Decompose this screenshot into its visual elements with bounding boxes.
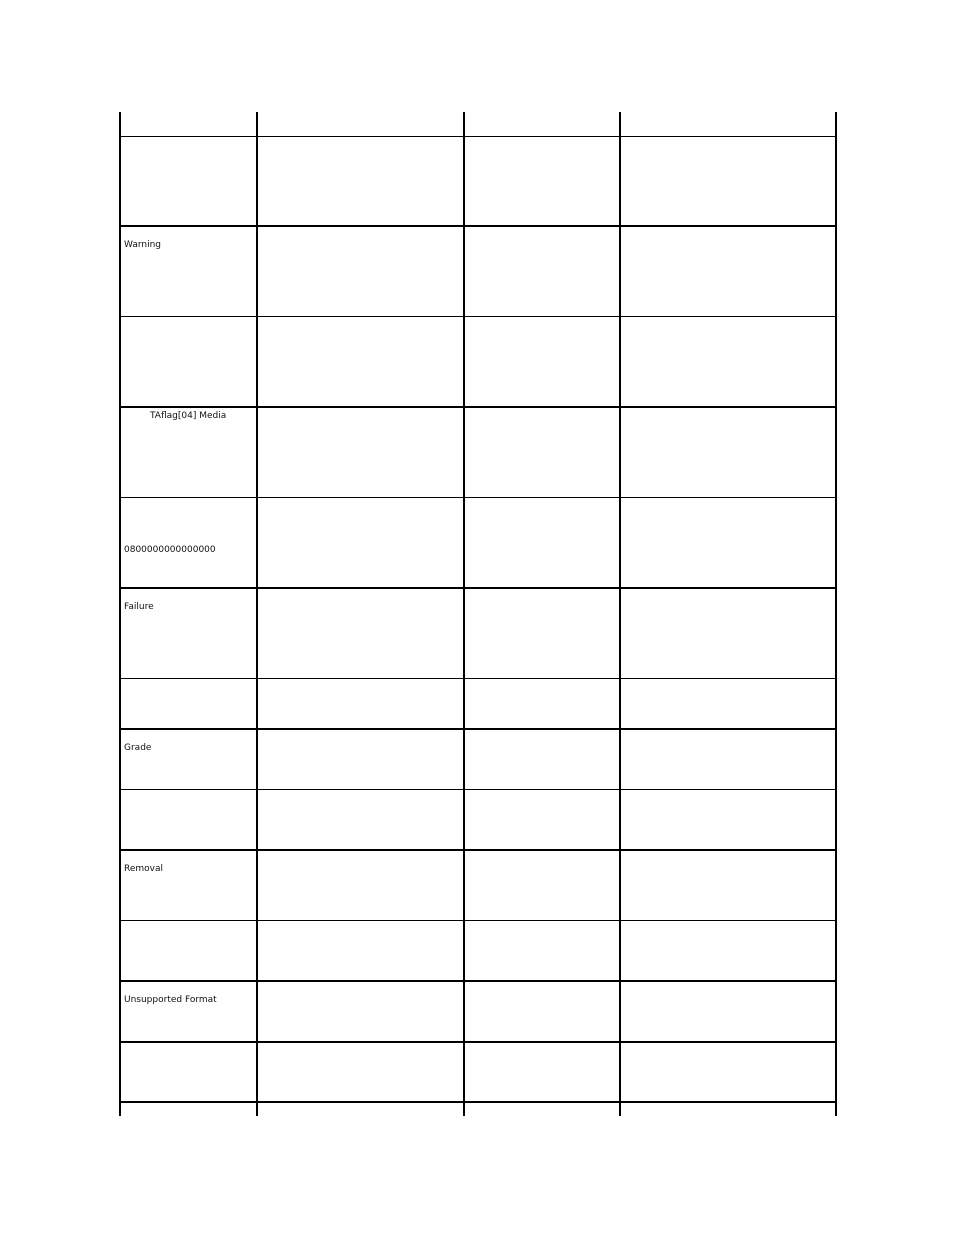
table-cell xyxy=(620,981,836,1042)
table-row xyxy=(120,1042,836,1102)
table-cell xyxy=(464,1102,620,1116)
table-cell xyxy=(620,1102,836,1116)
table-row xyxy=(120,497,836,588)
table-cell xyxy=(120,850,257,920)
table-cell xyxy=(620,1042,836,1102)
media-flag-label: TAflag[04] Media xyxy=(150,411,227,421)
table-cell xyxy=(257,407,464,497)
table-cell xyxy=(620,136,836,226)
table-cell xyxy=(464,1042,620,1102)
table-cell xyxy=(620,316,836,407)
table-cell xyxy=(257,1042,464,1102)
table-cell xyxy=(620,850,836,920)
table-cell xyxy=(464,850,620,920)
table-cell xyxy=(620,678,836,729)
table-row xyxy=(120,981,836,1042)
table-cell xyxy=(120,407,257,497)
table-cell xyxy=(464,226,620,316)
table-cell xyxy=(120,588,257,678)
table-cell xyxy=(120,729,257,789)
table-row xyxy=(120,729,836,789)
removal-label: Removal xyxy=(124,864,164,874)
table-cell xyxy=(620,588,836,678)
warning-label: Warning xyxy=(124,240,162,250)
table-cell xyxy=(464,407,620,497)
table-cell xyxy=(257,588,464,678)
failure-label: Failure xyxy=(124,602,154,612)
table-cell xyxy=(257,920,464,981)
table-cell xyxy=(120,678,257,729)
table-cell xyxy=(257,136,464,226)
table-cell xyxy=(464,497,620,588)
table-row xyxy=(120,407,836,497)
table-cell xyxy=(620,407,836,497)
table-cell xyxy=(620,226,836,316)
table-cell xyxy=(257,226,464,316)
table-cell xyxy=(620,920,836,981)
table-cell xyxy=(120,112,257,136)
table-cell xyxy=(120,497,257,588)
table-row xyxy=(120,316,836,407)
table-cell xyxy=(120,789,257,850)
table-cell xyxy=(464,920,620,981)
table-cell xyxy=(257,678,464,729)
table-row xyxy=(120,1102,836,1116)
table-cell xyxy=(120,1042,257,1102)
table-cell xyxy=(257,981,464,1042)
table-row xyxy=(120,678,836,729)
grade-label: Grade xyxy=(124,743,152,753)
table-cell xyxy=(464,136,620,226)
table-row xyxy=(120,136,836,226)
table-cell xyxy=(257,112,464,136)
table-cell xyxy=(257,1102,464,1116)
table-row xyxy=(120,588,836,678)
table-cell xyxy=(257,729,464,789)
table-cell xyxy=(120,920,257,981)
table-row xyxy=(120,789,836,850)
table-cell xyxy=(120,226,257,316)
table-cell xyxy=(464,678,620,729)
table-cell xyxy=(620,729,836,789)
table-cell xyxy=(120,136,257,226)
table-cell xyxy=(464,112,620,136)
table-cell xyxy=(120,1102,257,1116)
table-row xyxy=(120,850,836,920)
table-cell xyxy=(620,112,836,136)
table-cell xyxy=(464,729,620,789)
table-row xyxy=(120,226,836,316)
table-cell xyxy=(257,316,464,407)
table-row xyxy=(120,920,836,981)
table-cell xyxy=(120,316,257,407)
table-cell xyxy=(257,497,464,588)
table-cell xyxy=(620,497,836,588)
table-row xyxy=(120,112,836,136)
table-cell xyxy=(464,316,620,407)
table-cell xyxy=(257,789,464,850)
table-cell xyxy=(464,981,620,1042)
table-cell xyxy=(620,789,836,850)
table-cell xyxy=(120,981,257,1042)
table-cell xyxy=(257,850,464,920)
flag-table xyxy=(119,112,837,1116)
code-value: 0800000000000000 xyxy=(124,544,216,555)
table-cell xyxy=(464,588,620,678)
unsupported-format-label: Unsupported Format xyxy=(124,995,217,1005)
table-cell xyxy=(464,789,620,850)
